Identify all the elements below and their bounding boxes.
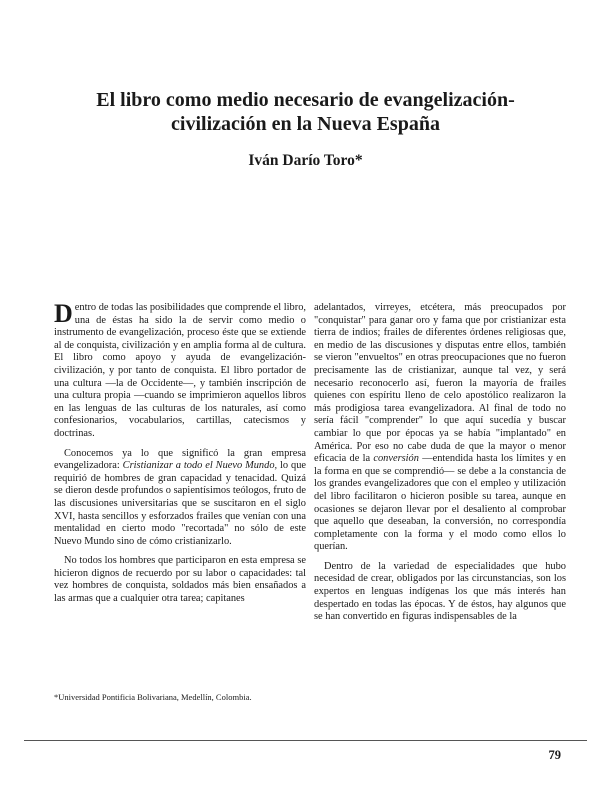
paragraph-text: Dentro de la variedad de especialidades que hubo necesidad de crear, obligados por las circunstancias, son los expertos en lenguas indígenas los que más interés han despertado en todas las épocas. Y de éstos, hay algunos que se han convertido en figuras indispensables de la: [314, 560, 566, 623]
paragraph-text: No todos los hombres que participaron en esta empresa se hicieron dignos de recuerdo por su labor o capacidades: tal vez hombres de conquista, soldados más bien ensañados a las armas que a cualquier otra tarea; capitanes: [54, 555, 306, 605]
title-line-1: El libro como medio necesario de evangelización-: [96, 89, 515, 111]
right-column: [314, 302, 566, 631]
author-name: Iván Darío Toro*: [248, 152, 363, 169]
article-title: [40, 88, 571, 136]
left-column: [54, 299, 306, 613]
paragraph: [54, 555, 306, 605]
footer-rule: [24, 740, 587, 741]
paragraph-text: —entendida hasta los límites y en la forma en que se comprendió— se debe a la constancia de los grandes evangelizadores que con el empleo y utilización del libro facilitaron o hicieron posible su tarea, aunque en ocasiones se dejaron llevar por el desaliento al comprobar que aquello que deseaban, la conversión, no correspondía completamente con la forma y el modo como ellos lo querían.: [314, 453, 566, 553]
paragraph-text: Conocemos ya lo que significó la gran empresa evangelizadora:: [54, 447, 306, 472]
paragraph-text: lo que requirió de hombres de gran capacidad y tenacidad. Quizá se dieron desde profundos o sapientísimos teólogos, fruto de las discusiones universitarias que se suscitaron en el siglo XVI, hasta sencillos y esforzados frailes que venían con una mentalidad en cierto modo "recortada" no sólo de este Nuevo Mundo sino de cómo cristianizarlo.: [54, 460, 306, 547]
paragraph: [54, 448, 306, 549]
paragraph: [314, 302, 566, 554]
page-number: 79: [548, 748, 561, 762]
paragraph-text: adelantados, virreyes, etcétera, más preocupados por "conquistar" para ganar oro y fama que por cristianizar esta tierra de indios; frailes de diferentes órdenes religiosas que, en medio de las discusiones y disputas entre ellos, también se vieron "envueltos" en otras preocupaciones que no fueron precisamente las de cristianizar, aunque tal vez, y será necesario reconocerlo así, fueron la mayoría de frailes quienes con espíritu lleno de celo apostólico realizaron la más prodigiosa tarea evangelizadora. Al final de todo no sería fácil "comprender" lo que aquí sucedía y buscar cambiar lo que por épocas ya se había "implantado" en América. Por eso no cabe duda de que la mayor o menor eficacia de la: [314, 302, 566, 465]
paragraph: [54, 299, 306, 441]
title-line-2: civilización en la Nueva España: [171, 113, 440, 135]
paragraph-text: entro de todas las posibilidades que comprende el libro, una de éstas ha sido la de servir como medio o instrumento de evangelización, proceso éste que se extiende al de conquista, civilización y en amplia forma al de cultura. El libro como apoyo y ayuda de evangelización-civilización, y por tanto de conquista. El libro portador de una cultura —la de Occidente—, y también inscripción de una cultura propia —cuando se imprimieron aquellos libros en las lenguas de las culturas de los naturales, así como confesionarios, vocabularios, cartillas, catecismos y doctrinas.: [54, 302, 306, 439]
drop-cap: D: [54, 299, 73, 328]
italic-word: conversión: [373, 453, 419, 465]
footnote: *Universidad Pontificia Bolivariana, Medellín, Colombia.: [54, 692, 252, 702]
italic-phrase: Cristianizar a todo el Nuevo Mundo,: [122, 460, 278, 472]
paragraph: [314, 561, 566, 624]
